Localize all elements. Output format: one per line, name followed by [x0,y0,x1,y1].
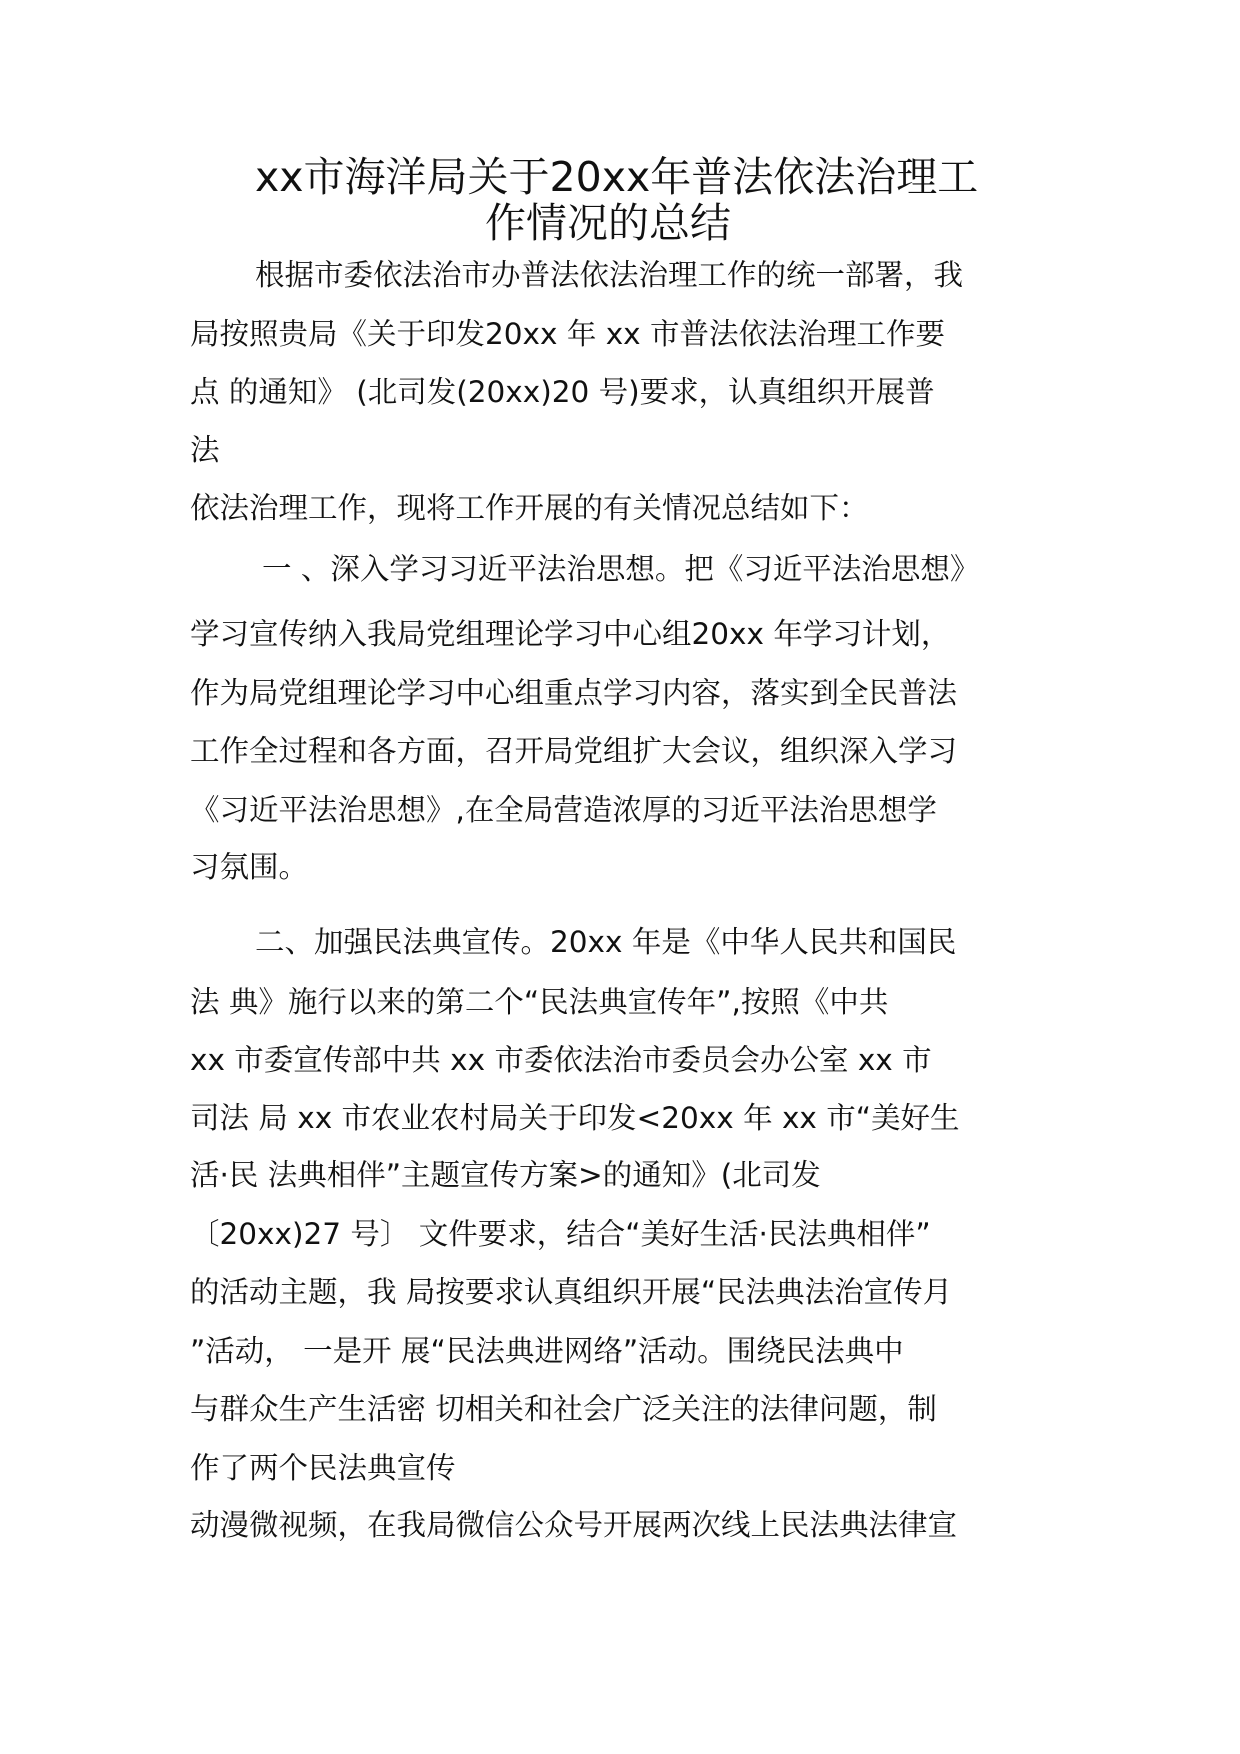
body-line: 工作全过程和各方面，召开局党组扩大会议，组织深入学习 [190,734,958,768]
body-line: 局按照贵局《关于印发20xx 年 xx 市普法依法治理工作要 [190,317,946,351]
title-line-2: 作情况的总结 [485,199,731,247]
body-line: ”活动， 一是开 展“民法典进网络”活动。围绕民法典中 [190,1334,904,1368]
body-line: xx 市委宣传部中共 xx 市委依法治市委员会办公室 xx 市 [190,1043,932,1077]
body-line: 法 [190,433,220,467]
body-line: 动漫微视频，在我局微信公众号开展两次线上民法典法律宣 [190,1508,958,1542]
body-line: 司法 局 xx 市农业农村局关于印发<20xx 年 xx 市“美好生 [190,1101,960,1135]
body-line: 依法治理工作，现将工作开展的有关情况总结如下： [190,491,869,525]
body-line: 学习宣传纳入我局党组理论学习中心组20xx 年学习计划， [190,617,951,651]
body-line: 习氛围。 [190,850,309,884]
title-line-1: xx市海洋局关于20xx年普法依法治理工 [255,153,979,201]
body-line: 《习近平法治思想》,在全局营造浓厚的习近平法治思想学 [190,793,937,827]
body-line: 作为局党组理论学习中心组重点学习内容，落实到全民普法 [190,676,958,710]
body-line: 作了两个民法典宣传 [190,1451,456,1485]
body-line: 一 、深入学习习近平法治思想。把《习近平法治思想》 [262,552,980,586]
body-line: 活·民 法典相伴”主题宣传方案>的通知》(北司发 [190,1158,821,1192]
body-line: 〔20xx)27 号〕 文件要求，结合“美好生活·民法典相伴” [190,1217,931,1251]
body-line: 二、加强民法典宣传。20xx 年是《中华人民共和国民 [255,925,957,959]
body-line: 法 典》施行以来的第二个“民法典宣传年”,按照《中共 [190,985,889,1019]
body-line: 与群众生产生活密 切相关和社会广泛关注的法律问题，制 [190,1392,937,1426]
body-line: 的活动主题，我 局按要求认真组织开展“民法典法治宣传月 [190,1275,953,1309]
body-line: 根据市委依法治市办普法依法治理工作的统一部署，我 [255,258,964,292]
body-line: 点 的通知》 (北司发(20xx)20 号)要求，认真组织开展普 [190,375,935,409]
